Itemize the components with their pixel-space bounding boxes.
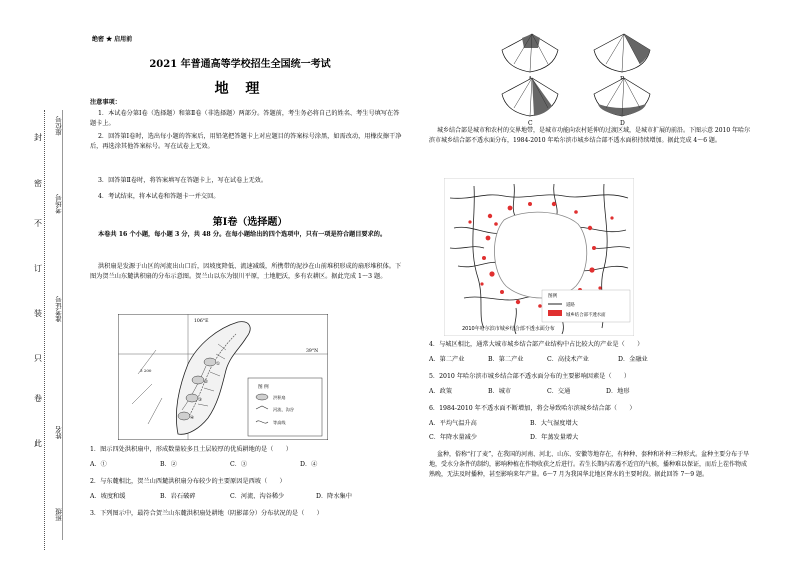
map1-lon-label: 106°E (194, 319, 209, 324)
q4-option-d[interactable]: D．金融业 (618, 356, 648, 363)
q5-option-a[interactable]: A．政策 (429, 388, 453, 395)
q4-option-a[interactable]: A．第二产业 (429, 356, 465, 363)
q6-option-c[interactable]: C．年降水量减少 (429, 434, 478, 441)
fan-option-c (502, 78, 558, 127)
map1-label-1: ① (216, 362, 221, 367)
notice-item-3: 3．回答第Ⅱ卷时，将答案填写在答题卡上，写在试卷上无效。 (98, 177, 268, 184)
secret-mark: 绝密 ★ 启用前 (92, 36, 133, 43)
map1-legend-fan: 洪积扇 (273, 395, 286, 400)
binding-char: 此 (34, 439, 42, 448)
fan-label-c: C (528, 120, 533, 127)
q4-option-c[interactable]: C．高技术产业 (547, 356, 589, 363)
binding-char: 装 (34, 309, 42, 318)
map2-caption: 2010年哈尔滨市城乡结合部不透水面分布 (462, 326, 555, 332)
exam-title: 2021 年普通高等学校招生全国统一考试 (149, 59, 331, 70)
map1-legend-river: 河流、沟谷 (273, 407, 294, 412)
map1-legend-contour: 等高线 (273, 420, 286, 425)
q2-option-c[interactable]: C．河流、沟谷稀少 (230, 493, 285, 500)
fan-options-diagram (494, 28, 662, 128)
notice-item-1: 1．本试卷分第Ⅰ卷（选择题）和第Ⅱ卷（非选择题）两部分。答题前，考生务必将自己的姓名、考生号填写在答题卡上。 (90, 110, 400, 127)
question-6: 6．1984-2010 年不透水面不断增加，将会导致哈尔滨城乡结合部（ ） (429, 405, 636, 412)
q6-option-d[interactable]: D．年蒸发量增大 (530, 434, 579, 441)
subject-title: 地 理 (214, 81, 266, 97)
binding-char: 订 (34, 264, 42, 273)
name-field: 姓名 (55, 426, 63, 439)
binding-dotted-line (44, 110, 45, 550)
fan-label-d: D (620, 120, 625, 127)
passage-1: 洪积扇是发源于山区的河流出山口后，因坡度降低、流速减缓，所携带的泥沙在山前堆积形成的扇形堆积体。下图为贺兰山东麓洪积扇的分布示意图。贺兰山以东为银川平原，土地肥沃，多有农耕区。据此完成 1～3 题。 (90, 263, 402, 280)
map1-contour-label: 3 200 (140, 368, 152, 373)
map2-legend-impervious: 城乡结合部不透水面 (566, 313, 606, 318)
q1-option-a[interactable]: A．① (90, 461, 107, 468)
q2-option-d[interactable]: D．降水集中 (316, 493, 352, 500)
map1-legend-title: 图 例 (258, 385, 269, 390)
q1-option-b[interactable]: B．② (160, 461, 177, 468)
binding-field-lines (62, 110, 63, 540)
notice-item-2: 2．回答第Ⅰ卷时，选出每小题的答案后，用铅笔把答题卡上对应题目的答案标号涂黑，如需改动，用橡皮擦干净后，再选涂其他答案标号。写在试卷上无效。 (90, 133, 402, 150)
binding-char: 密 (34, 179, 42, 188)
map1-lat-label: 39°N (306, 349, 319, 354)
question-1: 1．图示四处洪积扇中，形成数量较多且土层较厚的优质耕地的是（ ） (90, 446, 292, 453)
q5-option-c[interactable]: C．交通 (547, 388, 571, 395)
q1-option-c[interactable]: C．③ (230, 461, 248, 468)
q6-option-a[interactable]: A．平均气温升高 (429, 420, 477, 427)
binding-char: 不 (34, 219, 42, 228)
class-field: 班级 (55, 508, 63, 521)
fan-option-a (502, 34, 558, 83)
q5-option-b[interactable]: B．城市 (488, 388, 512, 395)
exam-room-field: 考场号 (55, 194, 63, 214)
q5-option-d[interactable]: D．地形 (606, 388, 630, 395)
alluvial-fan-map (118, 314, 328, 440)
question-5: 5．2010 年哈尔滨市城乡结合部不透水面分布的主要影响因素是（ ） (429, 373, 631, 380)
map2-legend-road: 道路 (566, 303, 575, 308)
passage-3: 盆种，俗称“打了麦”，在我国的河南、河北、山东、安徽等地存在，有种种、套种和补种三种形式。盆种主要分布于旱地，受水分条件的制约，影响种植在作物收获之后进行。若生长期内若遇不适宜的气候，播种难以保证，而后上茬作物成熟晚，无法及时播种，甚至影响来年产量。6～7 月为我国华北地区降水的主要时段。据此回答 7～9 题。 (429, 451, 750, 478)
q2-option-a[interactable]: A．坡度和缓 (90, 493, 126, 500)
q6-option-b[interactable]: B．大气湿度增大 (530, 420, 578, 427)
binding-char: 封 (34, 133, 42, 142)
seat-number-field: 座位号 (55, 116, 63, 136)
passage-2: 城乡结合部是城市和农村的交界地带，是城市功能向农村延伸的过渡区域，是城市扩展的前沿。下图示意 2010 年哈尔滨市城乡结合部不透水面分布，1984-2010 年哈尔滨市城乡结合部不透水面积持续增加。据此完成 4～6 题。 (429, 127, 751, 144)
binding-fields (50, 110, 66, 530)
question-4: 4．与城区相比，通常大城市城乡结合部产业结构中占比较大的产业是（ ） (429, 341, 644, 348)
section-intro: 本卷共 16 个小题，每小题 3 分，共 48 分。在每小题给出的四个选项中，只有一项是符合题目要求的。 (98, 231, 387, 238)
section-title: 第Ⅰ卷（选择题） (212, 217, 288, 228)
map2-legend-title: 图例 (548, 294, 558, 299)
fan-option-b (594, 34, 650, 83)
admission-number-field: 准考证号 (55, 296, 63, 322)
question-2: 2．与东麓相比，贺兰山西麓洪积扇分布较少的主要原因是西坡（ ） (90, 478, 286, 485)
binding-char: 只 (34, 354, 42, 363)
q2-option-b[interactable]: B．岩石破碎 (160, 493, 196, 500)
map1-label-2: ② (204, 380, 209, 385)
q4-option-b[interactable]: B．第二产业 (488, 356, 524, 363)
question-3: 3．下列图示中，最符合贺兰山东麓洪积扇处耕地（阴影部分）分布状况的是（ ） (90, 510, 323, 517)
notice-item-4: 4．考试结束，将本试卷和答题卡一并交回。 (98, 193, 220, 200)
notice-title: 注意事项： (90, 99, 121, 106)
map1-label-4: ④ (190, 416, 195, 421)
map1-label-3: ③ (198, 398, 203, 403)
binding-char: 卷 (34, 394, 42, 403)
q1-option-d[interactable]: D．④ (300, 461, 318, 468)
harbin-impervious-map (444, 178, 634, 336)
fan-option-d (594, 78, 650, 127)
